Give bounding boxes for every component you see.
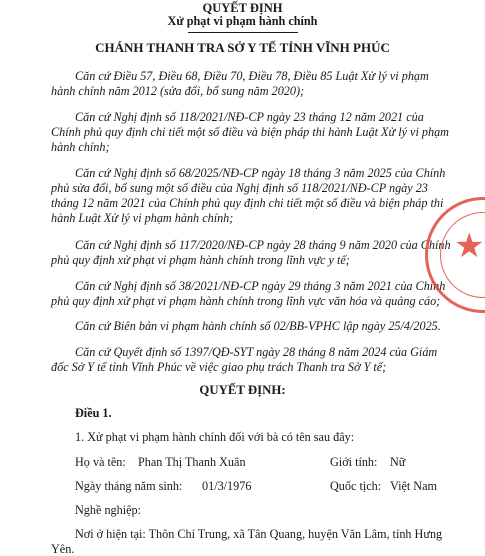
- article-title: Điều 1.: [75, 406, 112, 420]
- residence-line-1: Nơi ở hiện tại: Thôn Chí Trung, xã Tân Quang, huyện Văn Lâm, tỉnh Hưng: [75, 527, 443, 541]
- article-intro: 1. Xử phạt vi phạm hành chính đối với bà có tên sau đây:: [75, 430, 355, 444]
- preamble-3-line-4: hành Luật Xử lý vi phạm hành chính;: [51, 211, 234, 225]
- preamble-1-line-2: hành chính năm 2012 (sửa đổi, bổ sung năm 2020);: [51, 84, 305, 98]
- name-value: Phan Thị Thanh Xuân: [138, 455, 246, 469]
- preamble-2-line-2: Chính phủ quy định chi tiết một số điều và biện pháp thi hành Luật Xử lý vi phạm: [51, 125, 449, 139]
- dob-label: Ngày tháng năm sinh:: [75, 479, 183, 493]
- preamble-3-line-2: phủ sửa đổi, bổ sung một số điều của Nghị định số 118/2021/NĐ-CP ngày 23: [51, 181, 428, 195]
- preamble-2-line-3: hành chính;: [51, 140, 110, 154]
- preamble-7-line-2: đốc Sở Y tế tỉnh Vĩnh Phúc về việc giao phụ trách Thanh tra Sở Y tế;: [51, 360, 387, 374]
- preamble-7-line-1: Căn cứ Quyết định số 1397/QĐ-SYT ngày 28 tháng 8 năm 2024 của Giám: [75, 345, 438, 359]
- authority-heading: CHÁNH THANH TRA SỞ Y TẾ TỈNH VĨNH PHÚC: [95, 40, 390, 55]
- preamble-3-line-1: Căn cứ Nghị định số 68/2025/NĐ-CP ngày 18 tháng 3 năm 2025 của Chính: [75, 166, 446, 180]
- name-label: Họ và tên:: [75, 455, 126, 469]
- preamble-4-line-1: Căn cứ Nghị định số 117/2020/NĐ-CP ngày 28 tháng 9 năm 2020 của Chính: [75, 238, 451, 252]
- gender-value: Nữ: [390, 455, 406, 469]
- dob-value: 01/3/1976: [202, 479, 252, 493]
- seal-star-icon: ★: [454, 228, 485, 265]
- doc-subtitle: Xử phạt vi phạm hành chính: [167, 14, 318, 28]
- nationality-value: Việt Nam: [390, 479, 437, 493]
- decision-heading: QUYẾT ĐỊNH:: [199, 383, 286, 397]
- nationality-label: Quốc tịch:: [330, 479, 382, 493]
- occupation-label: Nghề nghiệp:: [75, 503, 142, 517]
- preamble-4-line-2: phủ quy định xử phạt vi phạm hành chính trong lĩnh vực y tế;: [51, 253, 350, 267]
- preamble-6-line-1: Căn cứ Biên bản vi phạm hành chính số 02/BB-VPHC lập ngày 25/4/2025.: [75, 319, 441, 333]
- subtitle-underline: [188, 32, 298, 33]
- doc-title: QUYẾT ĐỊNH: [202, 1, 283, 15]
- preamble-2-line-1: Căn cứ Nghị định số 118/2021/NĐ-CP ngày 23 tháng 12 năm 2021 của: [75, 110, 424, 124]
- preamble-5-line-2: phủ quy định xử phạt vi phạm hành chính trong lĩnh vực văn hóa và quảng cáo;: [51, 294, 441, 308]
- residence-line-2: Yên.: [51, 542, 75, 556]
- preamble-1-line-1: Căn cứ Điều 57, Điều 68, Điều 70, Điều 78, Điều 85 Luật Xử lý vi phạm: [75, 69, 429, 83]
- gender-label: Giới tính:: [330, 455, 378, 469]
- preamble-5-line-1: Căn cứ Nghị định số 38/2021/NĐ-CP ngày 29 tháng 3 năm 2021 của Chính: [75, 279, 446, 293]
- preamble-3-line-3: tháng 12 năm 2021 của Chính phủ quy định chi tiết một số điều và biện pháp thi: [51, 196, 444, 210]
